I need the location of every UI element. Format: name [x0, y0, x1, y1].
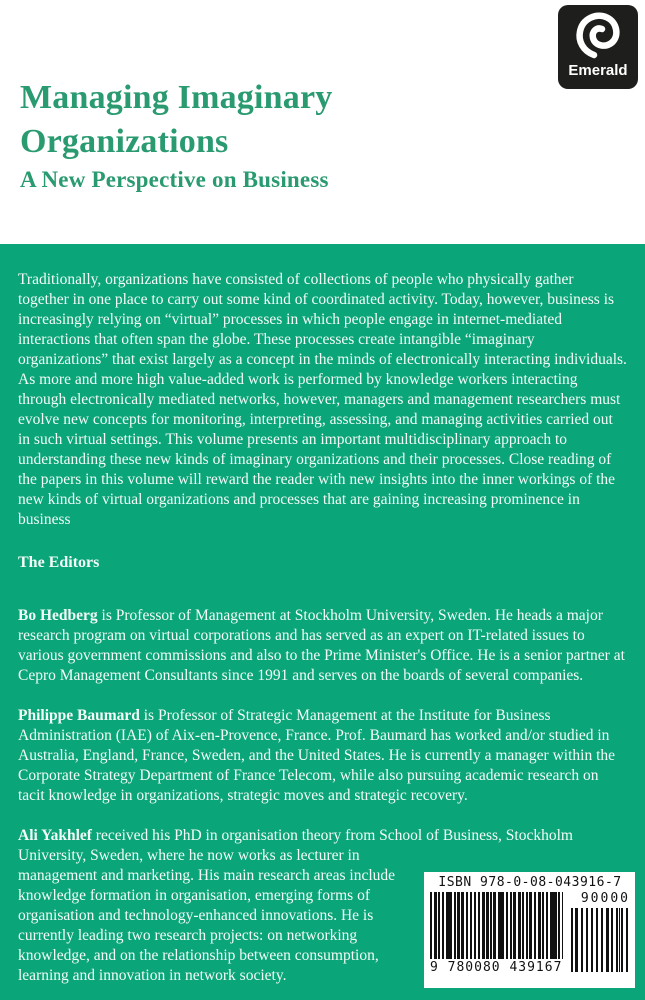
emerald-publisher-logo [558, 5, 638, 89]
isbn-label: ISBN 978-0-08-043916-7 [438, 875, 622, 890]
barcode-icon [430, 892, 563, 959]
editor-bio-text: is Professor of Strategic Management at the Institute for Business Administration (IAE) of Aix-en-Provence, France. Prof. Baumard has worked and/or studied in Australia, England, France, Sweden, and the United States. He is currently a manager within the Corporate Strategy Department of France Telecom, while also pursuing academic research on tacit knowledge in organizations, strategic moves and strategic recovery. [18, 707, 616, 804]
isbn-barcode-block [424, 872, 635, 988]
book-title: Managing Imaginary Organizations [20, 79, 333, 161]
publisher-name-label: Emerald [568, 62, 628, 79]
barcode-number: 9 780080 439167 [430, 960, 563, 975]
editor-bio-text: is Professor of Management at Stockholm University, Sweden. He heads a major research program on virtual corporations and has served as an expert on IT-related issues to various government commissions and also to the Prime Minister's Office. He is a senior partner at Cepro Management Consultants since 1991 and serves on the boards of several companies. [18, 607, 625, 684]
header-band [0, 0, 645, 244]
emerald-spiral-icon [572, 10, 624, 60]
editor-bio-text: received his PhD in organisation theory from School of Business, Stockholm [91, 827, 573, 844]
book-subtitle: A New Perspective on Business [20, 167, 329, 193]
editor-bio-wrapped-text: University, Sweden, where he now works as lecturer in management and marketing. His main research areas include knowledge formation in organisation, emerging forms of organisation and technology-enhanced innovations. He is currently leading two research projects: on networking knowledge, and on the relationship between consumption, learning and innovation in network society. [18, 847, 396, 984]
editors-heading: The Editors [18, 554, 100, 571]
editor-bio-intro-line [18, 826, 628, 846]
editor-name-philippe-baumard: Philippe Baumard [18, 707, 140, 724]
barcode-addon-icon [571, 908, 630, 972]
editor-bio-philippe-baumard [18, 706, 628, 806]
editor-name-bo-hedberg: Bo Hedberg [18, 607, 98, 624]
barcode-addon-column [571, 892, 630, 975]
barcode-main-column [430, 892, 563, 975]
book-description: Traditionally, organizations have consisted of collections of people who physically gather together in one place to carry out some kind of coordinated activity. Today, however, business is increasingly relying on “virtual” processes in which people engage in internet-mediated interactions that often span the globe. These processes create intangible “imaginary organizations” that exist largely as a concept in the minds of electronically interacting individuals. As more and more high value-added work is performed by knowledge workers interacting through electronically mediated networks, however, managers and management researchers must evolve new concepts for monitoring, interpreting, assessing, and managing activities carried out in such virtual settings. This volume presents an important multidisciplinary approach to understanding these new kinds of imaginary organizations and their processes. Close reading of the papers in this volume will reward the reader with new insights into the inner workings of the new kinds of virtual organizations and processes that are gaining increasing prominence in business [18, 271, 627, 528]
editor-bio-bo-hedberg [18, 606, 628, 686]
barcode-bars-row [430, 892, 630, 975]
editor-name-ali-yakhlef: Ali Yakhlef [18, 827, 92, 844]
barcode-price-code: 90000 [580, 891, 630, 906]
